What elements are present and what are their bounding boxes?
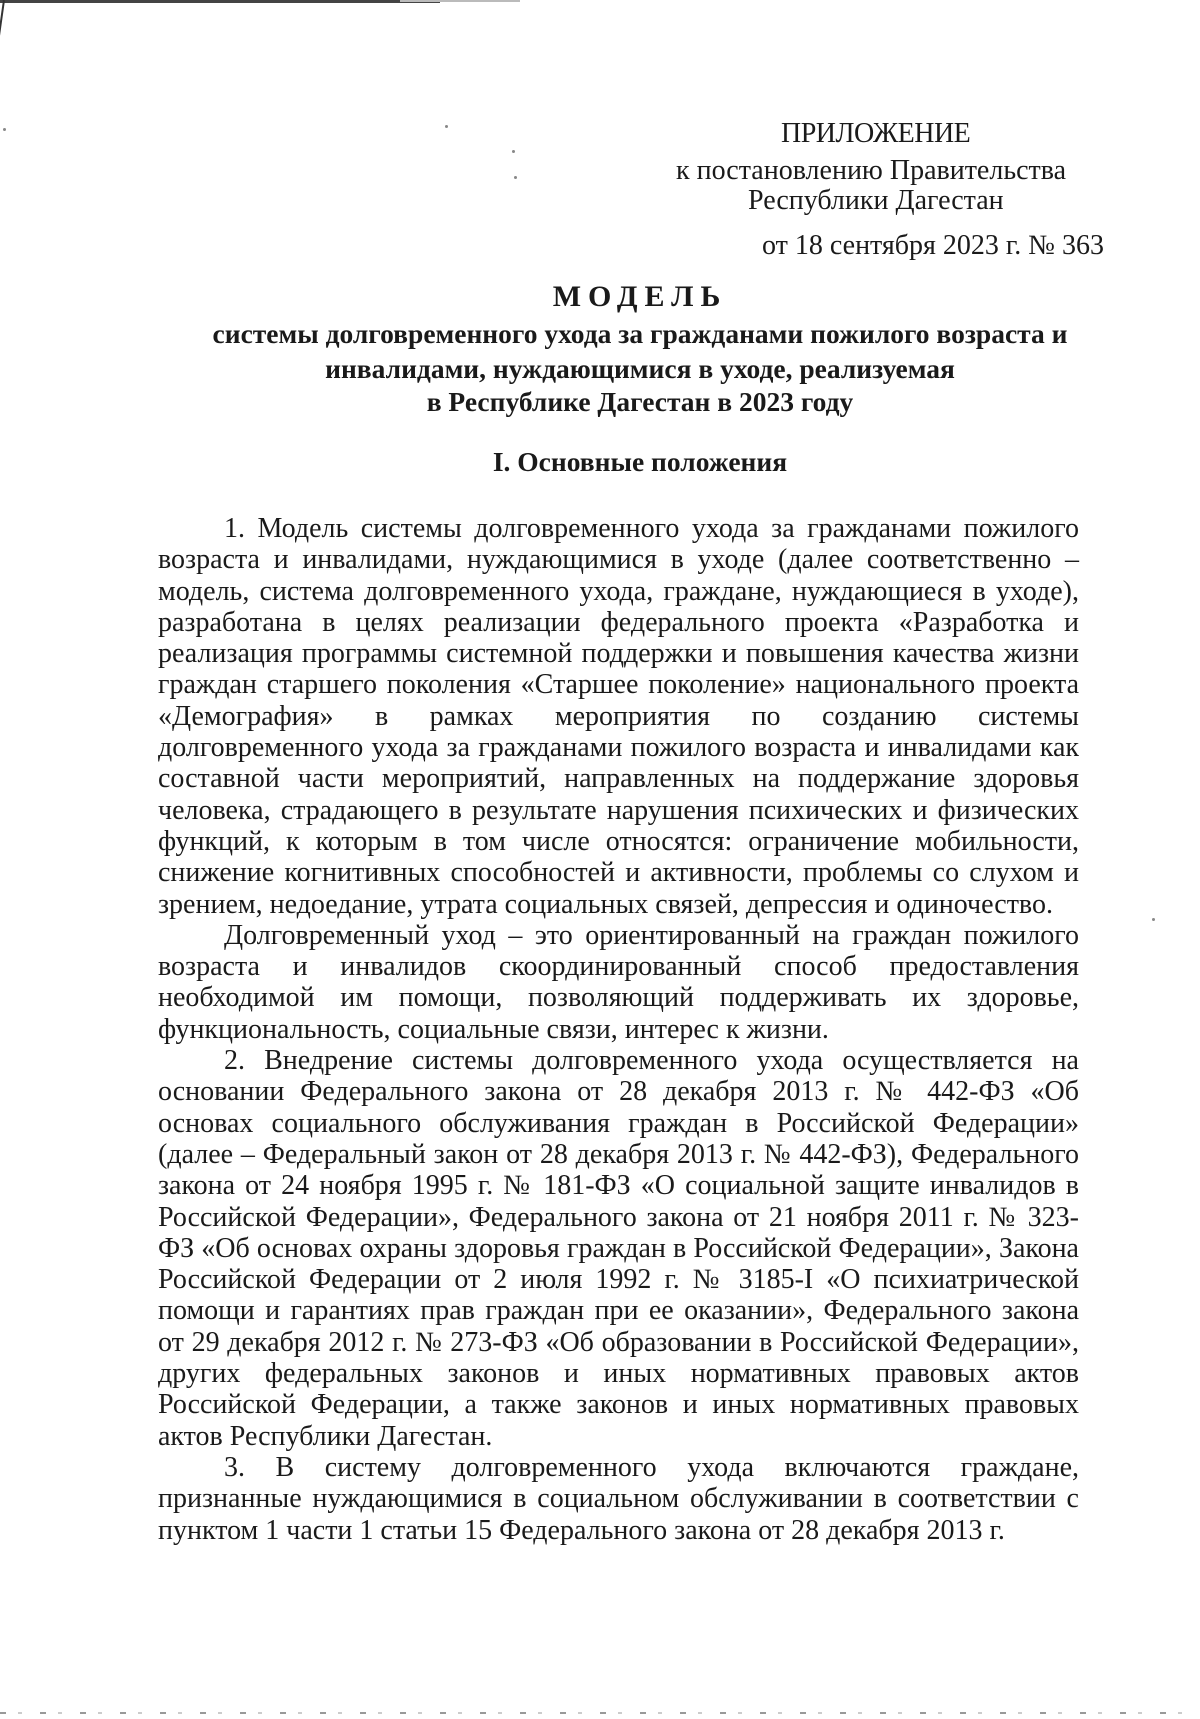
document-heading: МОДЕЛЬ: [552, 280, 728, 313]
scan-edge-artifact: [400, 0, 520, 2]
section-title: I. Основные положения: [492, 446, 788, 477]
appendix-resolution-ref: к постановлению Правительства: [676, 155, 1067, 186]
document-subtitle-line: в Республике Дагестан в 2023 году: [426, 386, 854, 417]
scan-speck: [3, 128, 6, 131]
document-subtitle-line: инвалидами, нуждающимися в уходе, реализуемая: [325, 353, 955, 384]
document-body: [158, 513, 1079, 1546]
scan-speck: [1152, 918, 1155, 921]
scan-edge-artifact: [0, 1712, 1200, 1714]
scan-edge-artifact: [0, 0, 440, 3]
scan-speck: [445, 125, 448, 128]
paragraph: Долговременный уход – это ориентированный на граждан пожилого возраста и инвалидов скоординированный способ предоставления необходимой им помощи, позволяющий поддерживать их здоровье, функциональность, социальные связи, интерес к жизни.: [158, 919, 1079, 1045]
scan-speck: [514, 176, 517, 179]
paragraph: 3. В систему долговременного ухода включаются граждане, признанные нуждающимися в социальном обслуживании в соответствии с пунктом 1 части 1 статьи 15 Федерального закона от 28 декабря 2013 г.: [158, 1451, 1079, 1546]
paragraph: 2. Внедрение системы долговременного ухода осуществляется на основании Федерального закона от 28 декабря 2013 г. № 442-ФЗ «Об основах социального обслуживания граждан в Российской Федерации» (далее – Федеральный закон от 28 декабря 2013 г. № 442-ФЗ), Федерального закона от 24 ноября 1995 г. № 181-ФЗ «О социальной защите инвалидов в Российской Федерации», Федерального закона от 21 ноября 2011 г. № 323-ФЗ «Об основах охраны здоровья граждан в Российской Федерации», Закона Российской Федерации от 2 июля 1992 г. № 3185-I «О психиатрической помощи и гарантиях прав граждан при ее оказании», Федерального закона от 29 декабря 2012 г. № 273-ФЗ «Об образовании в Российской Федерации», других федеральных законов и иных нормативных правовых актов Российской Федерации, а также законов и иных нормативных правовых актов Республики Дагестан.: [158, 1045, 1079, 1452]
scan-speck: [512, 150, 515, 153]
appendix-republic: Республики Дагестан: [748, 185, 1004, 216]
scan-edge-artifact: [0, 0, 5, 70]
appendix-date-number: от 18 сентября 2023 г. № 363: [762, 230, 1104, 261]
paragraph: 1. Модель системы долговременного ухода за гражданами пожилого возраста и инвалидами, нуждающимися в уходе (далее соответственно – модель, система долговременного ухода, граждане, нуждающиеся в уходе), разработана в целях реализации федерального проекта «Разработка и реализация программы системной поддержки и повышения качества жизни граждан старшего поколения «Старшее поколение» национального проекта «Демография» в рамках мероприятия по созданию системы долговременного ухода за гражданами пожилого возраста и инвалидами как составной части мероприятий, направленных на поддержание здоровья человека, страдающего в результате нарушения психических и физических функций, к которым в том числе относятся: ограничение мобильности, снижение когнитивных способностей и активности, проблемы со слухом и зрением, недоедание, утрата социальных связей, депрессия и одиночество.: [158, 513, 1079, 920]
appendix-title: ПРИЛОЖЕНИЕ: [781, 118, 971, 149]
document-subtitle-line: системы долговременного ухода за гражданами пожилого возраста и: [212, 318, 1068, 349]
